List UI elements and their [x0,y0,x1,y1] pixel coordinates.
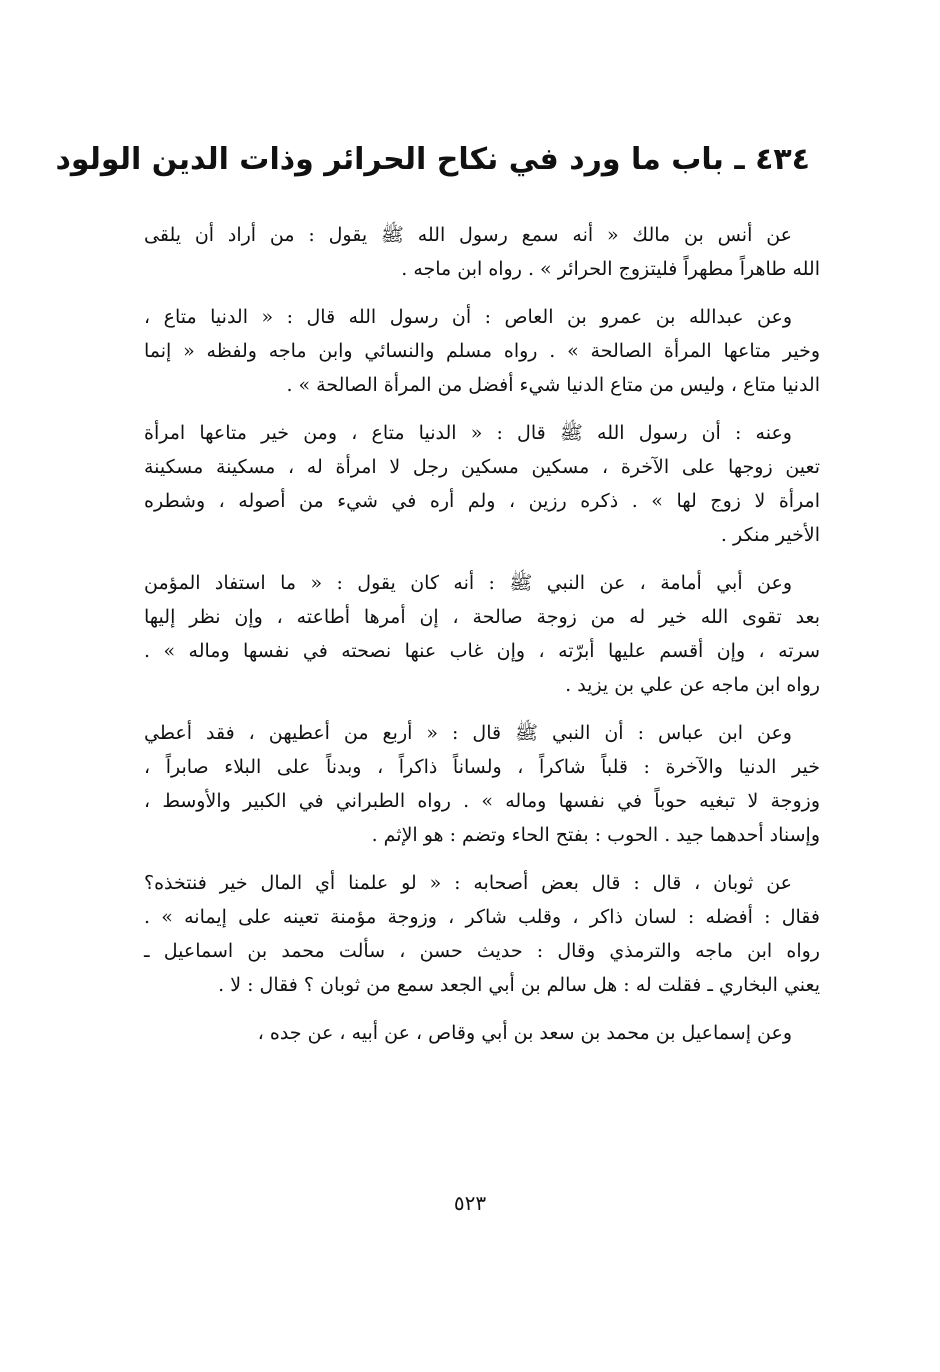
text-line: رواه ابن ماجه عن علي بن يزيد . [565,674,820,696]
paragraph [144,1016,820,1050]
paragraph [144,866,820,1002]
paragraph [144,716,820,852]
paragraph [144,300,820,402]
paragraph [144,218,820,286]
text-line: بعد تقوى الله خير له من زوجة صالحة ، إن أمرها أطاعته ، وإن نظر إليها [144,606,820,628]
text-line: تعين زوجها على الآخرة ، مسكين مسكين رجل لا امرأة له ، مسكينة مسكينة [144,456,820,478]
text-line: وخير متاعها المرأة الصالحة » . رواه مسلم والنسائي وابن ماجه ولفظه « إنما [144,340,820,362]
text-line: يعني البخاري ـ فقلت له : هل سالم بن أبي الجعد سمع من ثوبان ؟ فقال : لا . [218,974,820,996]
text-line: وإسناد أحدهما جيد . الحوب : بفتح الحاء وتضم : هو الإثم . [371,824,820,846]
chapter-body [144,218,820,1064]
chapter-title: ٤٣٤ ـ باب ما ورد في نكاح الحرائر وذات الدين الولود [55,142,810,177]
text-line: وعنه : أن رسول الله ﷺ قال : « الدنيا متاع ، ومن خير متاعها امرأة [144,422,792,444]
paragraph [144,416,820,552]
paragraph [144,566,820,702]
text-line: الدنيا متاع ، وليس من متاع الدنيا شيء أفضل من المرأة الصالحة » . [286,374,820,396]
text-line: فقال : أفضله : لسان ذاكر ، وقلب شاكر ، وزوجة مؤمنة تعينه على إيمانه » . [144,906,820,928]
text-line: وعن ابن عباس : أن النبي ﷺ قال : « أربع من أعطيهن ، فقد أعطي [144,722,792,744]
text-line: عن ثوبان ، قال : قال بعض أصحابه : « لو علمنا أي المال خير فنتخذه؟ [144,872,792,894]
text-line: امرأة لا زوج لها » . ذكره رزين ، ولم أره في شيء من أصوله ، وشطره [144,490,820,512]
page-number: ٥٢٣ [453,1191,487,1215]
text-line: عن أنس بن مالك « أنه سمع رسول الله ﷺ يقول : من أراد أن يلقى [144,224,792,246]
text-line: سرته ، وإن أقسم عليها أبرّته ، وإن غاب عنها نصحته في نفسها وماله » . [144,640,820,662]
text-line: الأخير منكر . [720,524,820,546]
text-line: وعن أبي أمامة ، عن النبي ﷺ : أنه كان يقول : « ما استفاد المؤمن [144,572,792,594]
text-line: خير الدنيا والآخرة : قلباً شاكراً ، ولساناً ذاكراً ، وبدناً على البلاء صابراً ، [144,756,820,778]
text-line: وعن عبدالله بن عمرو بن العاص : أن رسول الله قال : « الدنيا متاع ، [144,306,792,328]
text-line: الله طاهراً مطهراً فليتزوج الحرائر » . رواه ابن ماجه . [401,258,820,280]
text-line: رواه ابن ماجه والترمذي وقال : حديث حسن ، سألت محمد بن اسماعيل ـ [144,940,820,962]
text-line: وزوجة لا تبغيه حوباً في نفسها وماله » . رواه الطبراني في الكبير والأوسط ، [144,790,820,812]
text-line: وعن إسماعيل بن محمد بن سعد بن أبي وقاص ، عن أبيه ، عن جده ، [257,1022,792,1044]
